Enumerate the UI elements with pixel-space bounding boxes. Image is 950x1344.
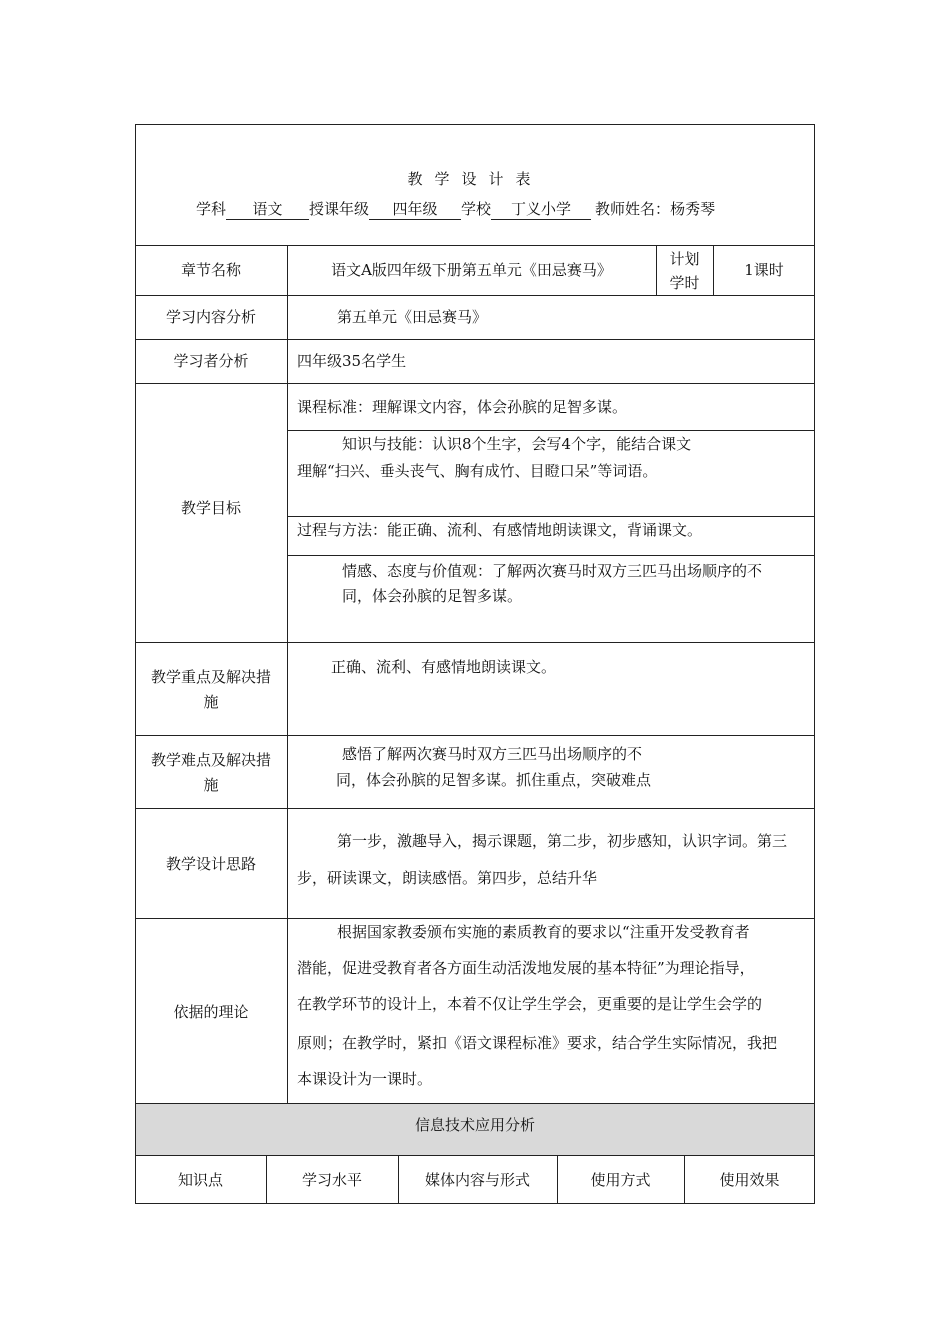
it-column-header: 学习水平 — [301, 1171, 362, 1189]
it-column-header: 媒体内容与形式 — [424, 1171, 530, 1189]
it-column-header: 使用效果 — [719, 1171, 780, 1189]
row-divider — [135, 642, 815, 643]
school-label: 学校 — [461, 200, 492, 218]
objective-knowledge-line1: 知识与技能：认识8个生字，会写4个字，能结合课文 — [342, 435, 692, 453]
teacher-value: 杨秀琴 — [670, 200, 716, 218]
theory-line: 本课设计为一课时。 — [297, 1070, 433, 1088]
difficulties-value-line1: 感悟了解两次赛马时双方三匹马出场顺序的不 — [342, 745, 643, 763]
plan-hours-value: 1课时 — [744, 261, 784, 279]
plan-hours-label-1: 计划 — [669, 250, 700, 268]
row-divider — [287, 430, 815, 431]
grade-value: 四年级 — [369, 199, 461, 220]
school-value: 丁义小学 — [491, 199, 591, 220]
row-divider — [135, 918, 815, 919]
theory-line: 在教学环节的设计上，本着不仅让学生学会，更重要的是让学生会学的 — [297, 995, 763, 1013]
row-divider — [135, 295, 815, 296]
design-value-line1: 第一步，激趣导入，揭示课题，第二步，初步感知，认识字词。第三 — [337, 832, 788, 850]
key-points-value: 正确、流利、有感情地朗读课文。 — [331, 658, 557, 676]
design-label: 教学设计思路 — [165, 855, 256, 873]
difficulties-label-line2: 施 — [203, 776, 219, 794]
difficulties-label-line1: 教学难点及解决措 — [150, 751, 271, 769]
theory-line: 潜能，促进受教育者各方面生动活泼地发展的基本特征”为理论指导， — [297, 959, 755, 977]
plan-hours-label-2: 学时 — [669, 274, 700, 292]
header-info — [196, 198, 715, 220]
subject-value: 语文 — [226, 199, 309, 220]
difficulties-value-line2: 同，体会孙膑的足智多谋。抓住重点，突破难点 — [336, 771, 652, 789]
row-divider — [287, 555, 815, 556]
teacher-label: 教师姓名： — [595, 200, 671, 218]
objective-standard: 课程标准：理解课文内容，体会孙膑的足智多谋。 — [297, 398, 628, 416]
objective-emotion-line2: 同，体会孙膑的足智多谋。 — [342, 587, 523, 605]
objective-emotion-line1: 情感、态度与价值观：了解两次赛马时双方三匹马出场顺序的不 — [342, 562, 763, 580]
key-points-label-line2: 施 — [203, 693, 219, 711]
column-divider — [287, 245, 288, 1103]
learner-analysis-label: 学习者分析 — [173, 352, 249, 370]
chapter-value: 语文A版四年级下册第五单元《田忌赛马》 — [331, 261, 612, 279]
learner-analysis-value: 四年级35名学生 — [297, 352, 407, 370]
page-title: 教学设计表 — [407, 170, 543, 188]
theory-line: 根据国家教委颁布实施的素质教育的要求以“注重开发受教育者 — [337, 923, 750, 941]
subject-label: 学科 — [196, 200, 227, 218]
key-points-label-line1: 教学重点及解决措 — [150, 668, 271, 686]
row-divider — [135, 339, 815, 340]
row-divider — [135, 735, 815, 736]
theory-label: 依据的理论 — [173, 1003, 249, 1021]
row-divider — [135, 808, 815, 809]
it-column-header: 使用方式 — [590, 1171, 651, 1189]
it-analysis-title: 信息技术应用分析 — [414, 1116, 535, 1134]
objectives-label: 教学目标 — [180, 499, 241, 517]
row-divider — [135, 383, 815, 384]
it-column-header: 知识点 — [177, 1171, 223, 1189]
objective-knowledge-line2: 理解“扫兴、垂头丧气、胸有成竹、目瞪口呆”等词语。 — [297, 462, 658, 480]
row-divider — [287, 516, 815, 517]
content-analysis-label: 学习内容分析 — [165, 308, 256, 326]
chapter-label: 章节名称 — [180, 261, 241, 279]
objective-process: 过程与方法：能正确、流利、有感情地朗读课文，背诵课文。 — [297, 521, 703, 539]
row-divider — [135, 1155, 815, 1156]
design-value-line2: 步，研读课文，朗读感悟。第四步，总结升华 — [297, 869, 598, 887]
grade-label: 授课年级 — [309, 200, 370, 218]
content-analysis-value: 第五单元《田忌赛马》 — [337, 308, 488, 326]
theory-line: 原则；在教学时，紧扣《语文课程标准》要求，结合学生实际情况，我把 — [297, 1034, 778, 1052]
